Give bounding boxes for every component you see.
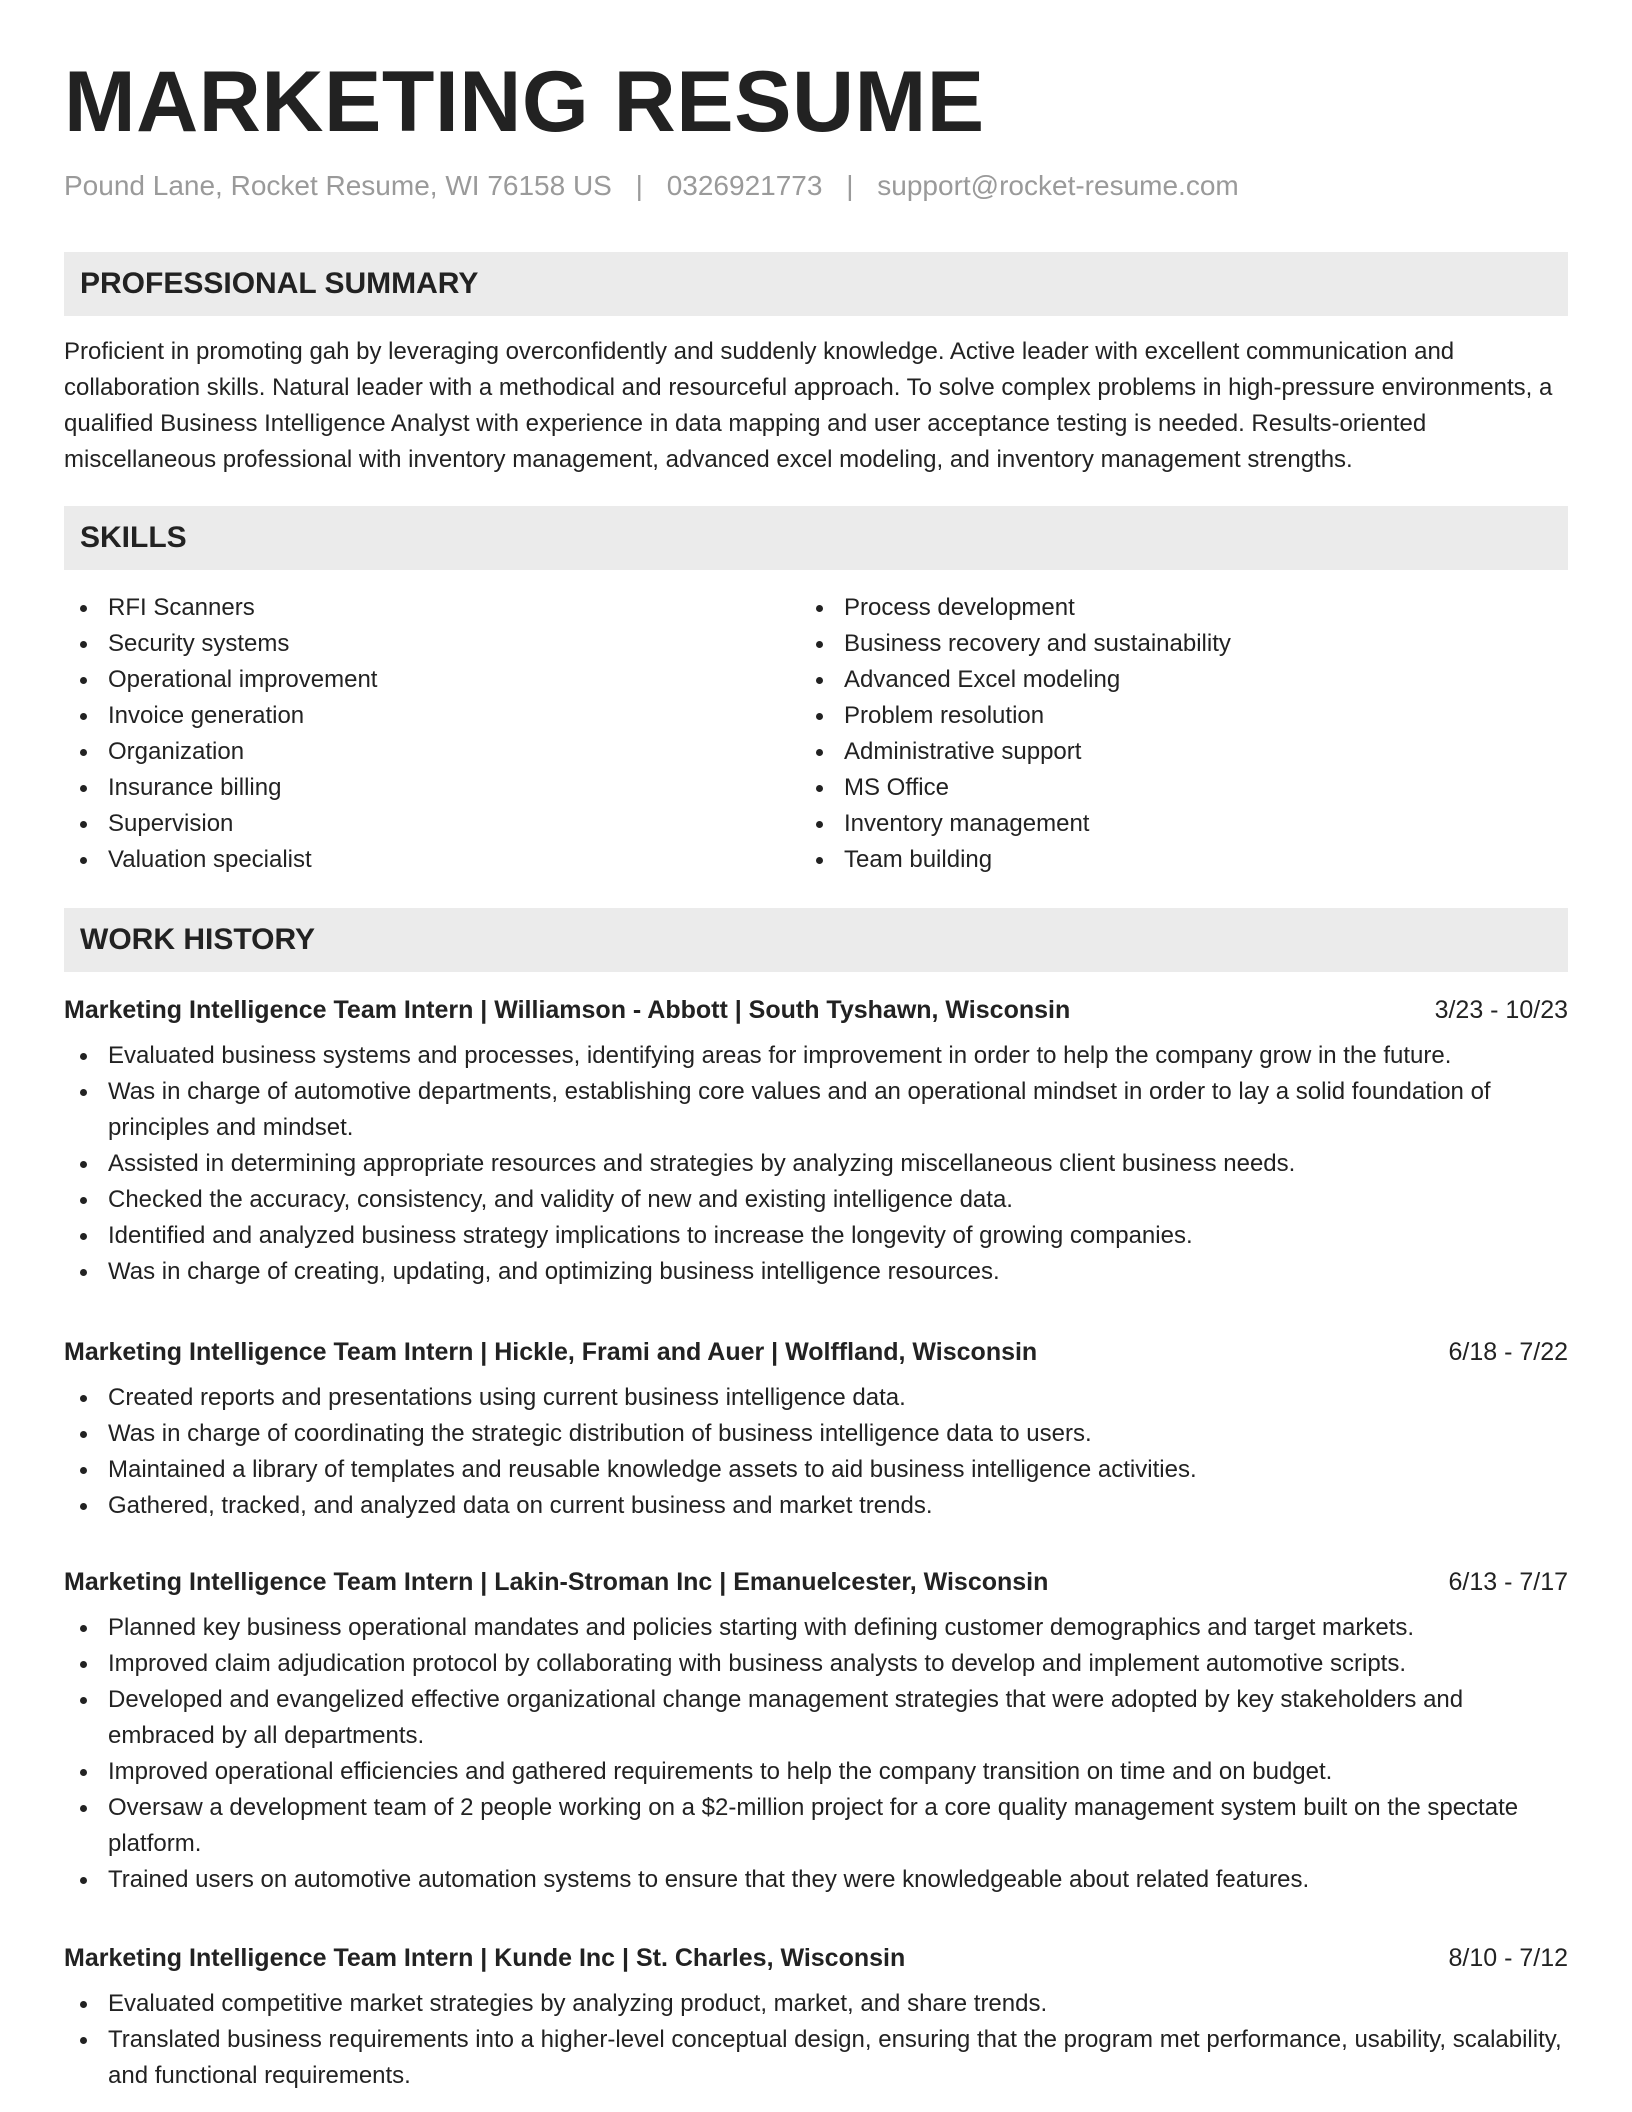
job-bullet: Checked the accuracy, consistency, and validity of new and existing intelligence data. [64, 1182, 1568, 1218]
job-title: Marketing Intelligence Team Intern | Kunde Inc | St. Charles, Wisconsin [64, 1944, 906, 1972]
job-bullet: Planned key business operational mandates and policies starting with defining customer demographics and target markets. [64, 1610, 1568, 1646]
contact-address: Pound Lane, Rocket Resume, WI 76158 US [64, 170, 612, 201]
contact-separator: | [635, 170, 643, 201]
job-dates: 3/23 - 10/23 [1434, 996, 1568, 1024]
job-bullet: Trained users on automotive automation systems to ensure that they were knowledgeable about related features. [64, 1862, 1568, 1898]
job-bullet: Improved operational efficiencies and gathered requirements to help the company transition on time and on budget. [64, 1754, 1568, 1790]
skill-item: Security systems [64, 626, 804, 662]
job-entry [64, 990, 1568, 1290]
job-entry [64, 1562, 1568, 1898]
section-header-skills: SKILLS [64, 506, 1568, 570]
skill-item: MS Office [800, 770, 1540, 806]
skill-item: Operational improvement [64, 662, 804, 698]
job-bullets [64, 1038, 1568, 1290]
skill-item: RFI Scanners [64, 590, 804, 626]
job-bullet: Was in charge of automotive departments, establishing core values and an operational mindset in order to lay a solid foundation of principles and mindset. [64, 1074, 1568, 1146]
job-bullet: Was in charge of coordinating the strategic distribution of business intelligence data to users. [64, 1416, 1568, 1452]
job-title: Marketing Intelligence Team Intern | Williamson - Abbott | South Tyshawn, Wisconsin [64, 996, 1071, 1024]
skill-item: Organization [64, 734, 804, 770]
job-dates: 8/10 - 7/12 [1448, 1944, 1568, 1972]
skill-item: Advanced Excel modeling [800, 662, 1540, 698]
job-header [64, 990, 1568, 1030]
skill-item: Valuation specialist [64, 842, 804, 878]
job-bullet: Oversaw a development team of 2 people working on a $2-million project for a core quality management system built on the spectate platform. [64, 1790, 1568, 1862]
skill-item: Team building [800, 842, 1540, 878]
skill-item: Insurance billing [64, 770, 804, 806]
job-header [64, 1332, 1568, 1372]
skill-item: Administrative support [800, 734, 1540, 770]
job-header [64, 1562, 1568, 1602]
job-bullet: Developed and evangelized effective organizational change management strategies that were adopted by key stakeholders and embraced by all departments. [64, 1682, 1568, 1754]
job-bullets [64, 1986, 1568, 2094]
contact-phone[interactable]: 0326921773 [666, 170, 823, 201]
resume-title: MARKETING RESUME [64, 54, 985, 150]
skill-item: Business recovery and sustainability [800, 626, 1540, 662]
job-bullet: Translated business requirements into a higher-level conceptual design, ensuring that the program met performance, usability, scalability, and functional requirements. [64, 2022, 1568, 2094]
job-header [64, 1938, 1568, 1978]
job-bullet: Assisted in determining appropriate resources and strategies by analyzing miscellaneous client business needs. [64, 1146, 1568, 1182]
job-bullet: Maintained a library of templates and reusable knowledge assets to aid business intelligence activities. [64, 1452, 1568, 1488]
job-bullet: Improved claim adjudication protocol by collaborating with business analysts to develop and implement automotive scripts. [64, 1646, 1568, 1682]
job-bullet: Gathered, tracked, and analyzed data on current business and market trends. [64, 1488, 1568, 1524]
job-bullets [64, 1380, 1568, 1524]
skills-list-right [800, 590, 1540, 878]
job-bullet: Created reports and presentations using current business intelligence data. [64, 1380, 1568, 1416]
section-header-summary: PROFESSIONAL SUMMARY [64, 252, 1568, 316]
contact-separator: | [846, 170, 854, 201]
job-entry [64, 1332, 1568, 1524]
section-header-work-history: WORK HISTORY [64, 908, 1568, 972]
skill-item: Supervision [64, 806, 804, 842]
contact-email[interactable]: support@rocket-resume.com [877, 170, 1239, 201]
job-dates: 6/18 - 7/22 [1448, 1338, 1568, 1366]
job-entry [64, 1938, 1568, 2094]
job-bullet: Evaluated business systems and processes, identifying areas for improvement in order to help the company grow in the future. [64, 1038, 1568, 1074]
skill-item: Process development [800, 590, 1540, 626]
job-title: Marketing Intelligence Team Intern | Lakin-Stroman Inc | Emanuelcester, Wisconsin [64, 1568, 1049, 1596]
job-dates: 6/13 - 7/17 [1448, 1568, 1568, 1596]
job-title: Marketing Intelligence Team Intern | Hickle, Frami and Auer | Wolffland, Wisconsin [64, 1338, 1038, 1366]
job-bullet: Identified and analyzed business strategy implications to increase the longevity of growing companies. [64, 1218, 1568, 1254]
job-bullet: Evaluated competitive market strategies by analyzing product, market, and share trends. [64, 1986, 1568, 2022]
skill-item: Problem resolution [800, 698, 1540, 734]
skill-item: Invoice generation [64, 698, 804, 734]
job-bullets [64, 1610, 1568, 1898]
skills-list-left [64, 590, 804, 878]
job-bullet: Was in charge of creating, updating, and optimizing business intelligence resources. [64, 1254, 1568, 1290]
contact-line [64, 166, 1239, 206]
summary-text: Proficient in promoting gah by leveraging overconfidently and suddenly knowledge. Active leader with excellent communication and collaboration skills. Natural leader with a methodical and resourceful approach. To solve complex problems in high-pressure environments, a qualified Business Intelligence Analyst with experience in data mapping and user acceptance testing is needed. Results-oriented miscellaneous professional with inventory management, advanced excel modeling, and inventory management strengths. [64, 338, 1553, 473]
skill-item: Inventory management [800, 806, 1540, 842]
